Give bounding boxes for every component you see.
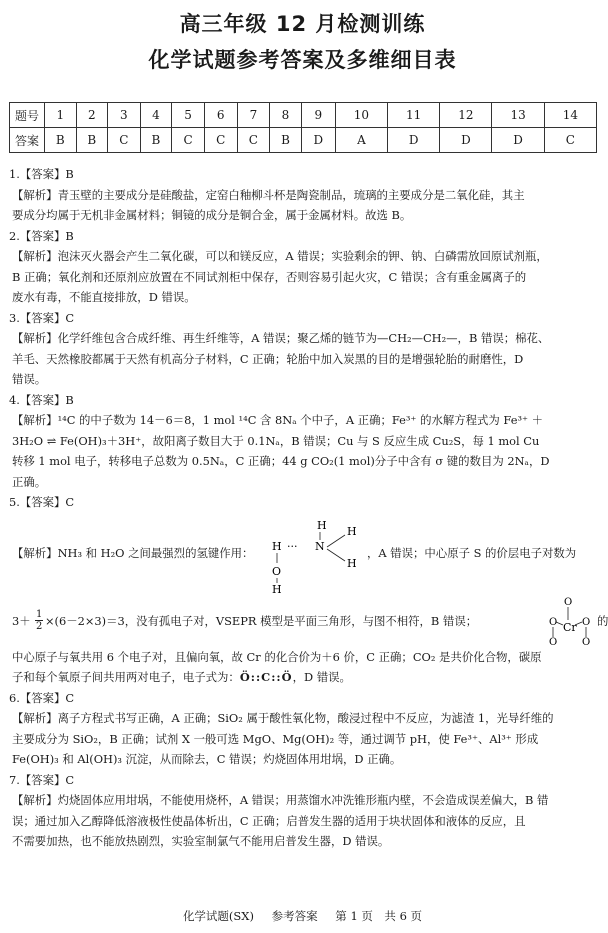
q1-analysis-line: 要成分均属于无机非金属材料；铜镜的成分是铜合金，属于金属材料。故选 B。 (12, 208, 412, 222)
table-cell: B (45, 128, 77, 153)
q1-analysis-line: 【解析】青玉壁的主要成分是硅酸盐，定窑白釉柳斗杯是陶瓷制品，琉璃的主要成分是二氧化硅，其主 (12, 187, 525, 202)
q6-analysis-line: Fe(OH)₃ 和 Al(OH)₃ 沉淀，从而除去，C 错误；灼烧固体用坩埚，D 正确。 (12, 752, 402, 766)
atom-label: H (272, 539, 282, 553)
atom-label: H (317, 518, 327, 532)
table-cell: D (440, 128, 492, 153)
table-cell: C (108, 128, 141, 153)
table-cell: 4 (140, 103, 172, 128)
q3-analysis-line: 错误。 (12, 372, 47, 386)
q3-answer: 3.【答案】C (9, 310, 75, 325)
atom-label: H (347, 556, 357, 570)
atom-label: Cr (563, 620, 577, 634)
hydrogen-bond-structure (267, 513, 367, 595)
table-cell: A (335, 128, 387, 153)
q1-answer: 1.【答案】B (9, 167, 74, 181)
fraction-denominator: 2 (36, 620, 43, 632)
atom-label: O (582, 616, 591, 628)
atom-label: O (564, 596, 573, 608)
hbond-dots: ··· (287, 539, 298, 553)
atom-label: O (272, 564, 282, 578)
q7-analysis-line: 误；通过加入乙醇降低溶液极性使晶体析出，C 正确；启普发生器的适用于块状固体和液体的反应，且 (12, 813, 526, 828)
q5-analysis-line-with-hbond (9, 513, 599, 595)
answer-explanations (9, 164, 608, 852)
q5-analysis-line (9, 667, 599, 688)
q4-analysis-line: 3H₂O ⇌ Fe(OH)₃＋3H⁺，故阳离子数目大于 0.1Nₐ，B 错误；Cu 与 S 反应生成 Cu₂S，每 1 mol Cu (12, 433, 540, 448)
q6-answer: 6.【答案】C (9, 690, 75, 705)
q6-analysis-line: 【解析】离子方程式书写正确，A 正确；SiO₂ 属于酸性氧化物，酸浸过程中不反应，为滤渣 1，光导纤维的 (12, 711, 554, 725)
q5-analysis-line-with-fraction (9, 595, 608, 648)
q4-analysis-line: 正确。 (12, 474, 47, 489)
atom-label: O (549, 636, 558, 648)
fraction (35, 609, 43, 632)
table-cell: 3 (108, 103, 141, 128)
co2-lewis-structure: Ö::C::Ö (239, 670, 293, 684)
q5-analysis-text: 【解析】NH₃ 和 H₂O 之间最强烈的氢键作用： (12, 545, 254, 560)
table-cell: 11 (388, 103, 440, 128)
q7-analysis-line: 【解析】灼烧固体应用坩埚，不能使用烧杯，A 错误；用蒸馏水冲洗锥形瓶内壁，不会造成误差偏大，B 错 (12, 793, 549, 807)
q2-analysis-line: B 正确；氧化剂和还原剂应放置在不同试剂柜中保存，否则容易引起火灾，C 错误；含有重金属离子的 (12, 269, 527, 284)
table-cell: 2 (76, 103, 108, 128)
atom-label: H (347, 524, 357, 538)
table-cell: B (76, 128, 108, 153)
table-cell: C (204, 128, 237, 153)
q5-analysis-text: 的 (597, 613, 608, 628)
table-cell: C (172, 128, 205, 153)
table-cell: D (301, 128, 335, 153)
table-cell: 8 (270, 103, 302, 128)
table-cell: 14 (544, 103, 596, 128)
table-cell: 6 (204, 103, 237, 128)
q5-answer: 5.【答案】C (9, 495, 75, 509)
footer-doc-type: 参考答案 (271, 909, 318, 923)
q5-analysis-text: ×(6－2×3)＝3，没有孤电子对，VSEPR 模型是平面三角形，与图不相符，B 错误； (45, 613, 478, 628)
q4-analysis-line: 【解析】¹⁴C 的中子数为 14－6＝8，1 mol ¹⁴C 含 8Nₐ 个中子，A 正确；Fe³⁺ 的水解方程式为 Fe³⁺ ＋ (12, 413, 544, 427)
table-cell: D (492, 128, 544, 153)
table-cell: B (140, 128, 172, 153)
q7-analysis-line: 不需要加热，也不能放热剧烈，实验室制氯气不能用启普发生器，D 错误。 (12, 834, 390, 848)
q5-analysis-line: 中心原子与氧共用 6 个电子对，且偏向氧，故 Cr 的化合价为＋6 价，C 正确；CO₂ 是共价化合物，碳原 (12, 649, 542, 664)
q4-analysis-line: 转移 1 mol 电子，转移电子总数为 0.5Nₐ，C 正确；44 g CO₂(1 mol)分子中含有 σ 键的数目为 2Nₐ，D (12, 454, 550, 468)
row-label-answer: 答案 (10, 128, 45, 153)
table-cell: 12 (440, 103, 492, 128)
table-cell: 5 (172, 103, 205, 128)
table-cell: C (237, 128, 270, 153)
answer-table (9, 102, 597, 153)
q2-analysis-line: 废水有毒，不能直接排放，D 错误。 (12, 290, 196, 304)
q2-answer: 2.【答案】B (9, 228, 74, 243)
cro5-structure (547, 595, 595, 647)
q7-answer: 7.【答案】C (9, 772, 75, 787)
table-cell: B (270, 128, 302, 153)
table-cell: 1 (45, 103, 77, 128)
q6-analysis-line: 主要成分为 SiO₂，B 正确；试剂 X 一般可选 MgO、Mg(OH)₂ 等，通过调节 pH，使 Fe³⁺、Al³⁺ 形成 (12, 731, 539, 746)
page-footer (0, 908, 605, 924)
answer-table-number-row (10, 103, 597, 128)
table-cell: 13 (492, 103, 544, 128)
q4-answer: 4.【答案】B (9, 392, 74, 407)
q3-analysis-line: 【解析】化学纤维包含合成纤维、再生纤维等，A 错误；聚乙烯的链节为—CH₂—CH₂—，B 错误；棉花、 (12, 331, 550, 345)
atom-label: N (315, 539, 325, 553)
table-cell: D (388, 128, 440, 153)
atom-label: O (582, 636, 591, 648)
page-title-line1: 高三年级 12 月检测训练 (179, 12, 426, 36)
page-title-line2: 化学试题参考答案及多维细目表 (148, 48, 457, 72)
table-cell: 10 (335, 103, 387, 128)
q2-analysis-line: 【解析】泡沫灭火器会产生二氧化碳，可以和镁反应，A 错误；实验剩余的钾、钠、白磷需放回原试剂瓶， (12, 249, 548, 263)
table-cell: C (544, 128, 596, 153)
q3-analysis-line: 羊毛、天然橡胶都属于天然有机高分子材料，C 正确；轮胎中加入炭黑的目的是增强轮胎的耐磨性，D (12, 351, 524, 366)
q5-analysis-text: ，D 错误。 (292, 670, 351, 684)
fraction-numerator: 1 (36, 608, 43, 620)
table-cell: 9 (301, 103, 335, 128)
q5-analysis-text: 子和每个氧原子间共用两对电子，电子式为： (12, 670, 240, 684)
atom-label: O (549, 616, 558, 628)
answer-table-answer-row (10, 128, 597, 153)
footer-subject: 化学试题(SX) (182, 909, 254, 923)
footer-page-number: 第 1 页 共 6 页 (335, 909, 423, 923)
q5-analysis-text: ，A 错误；中心原子 S 的价层电子对数为 (367, 545, 577, 560)
row-label-number: 题号 (10, 103, 45, 128)
atom-label: H (272, 582, 282, 596)
q5-analysis-text: 3＋ (12, 613, 31, 628)
table-cell: 7 (237, 103, 270, 128)
